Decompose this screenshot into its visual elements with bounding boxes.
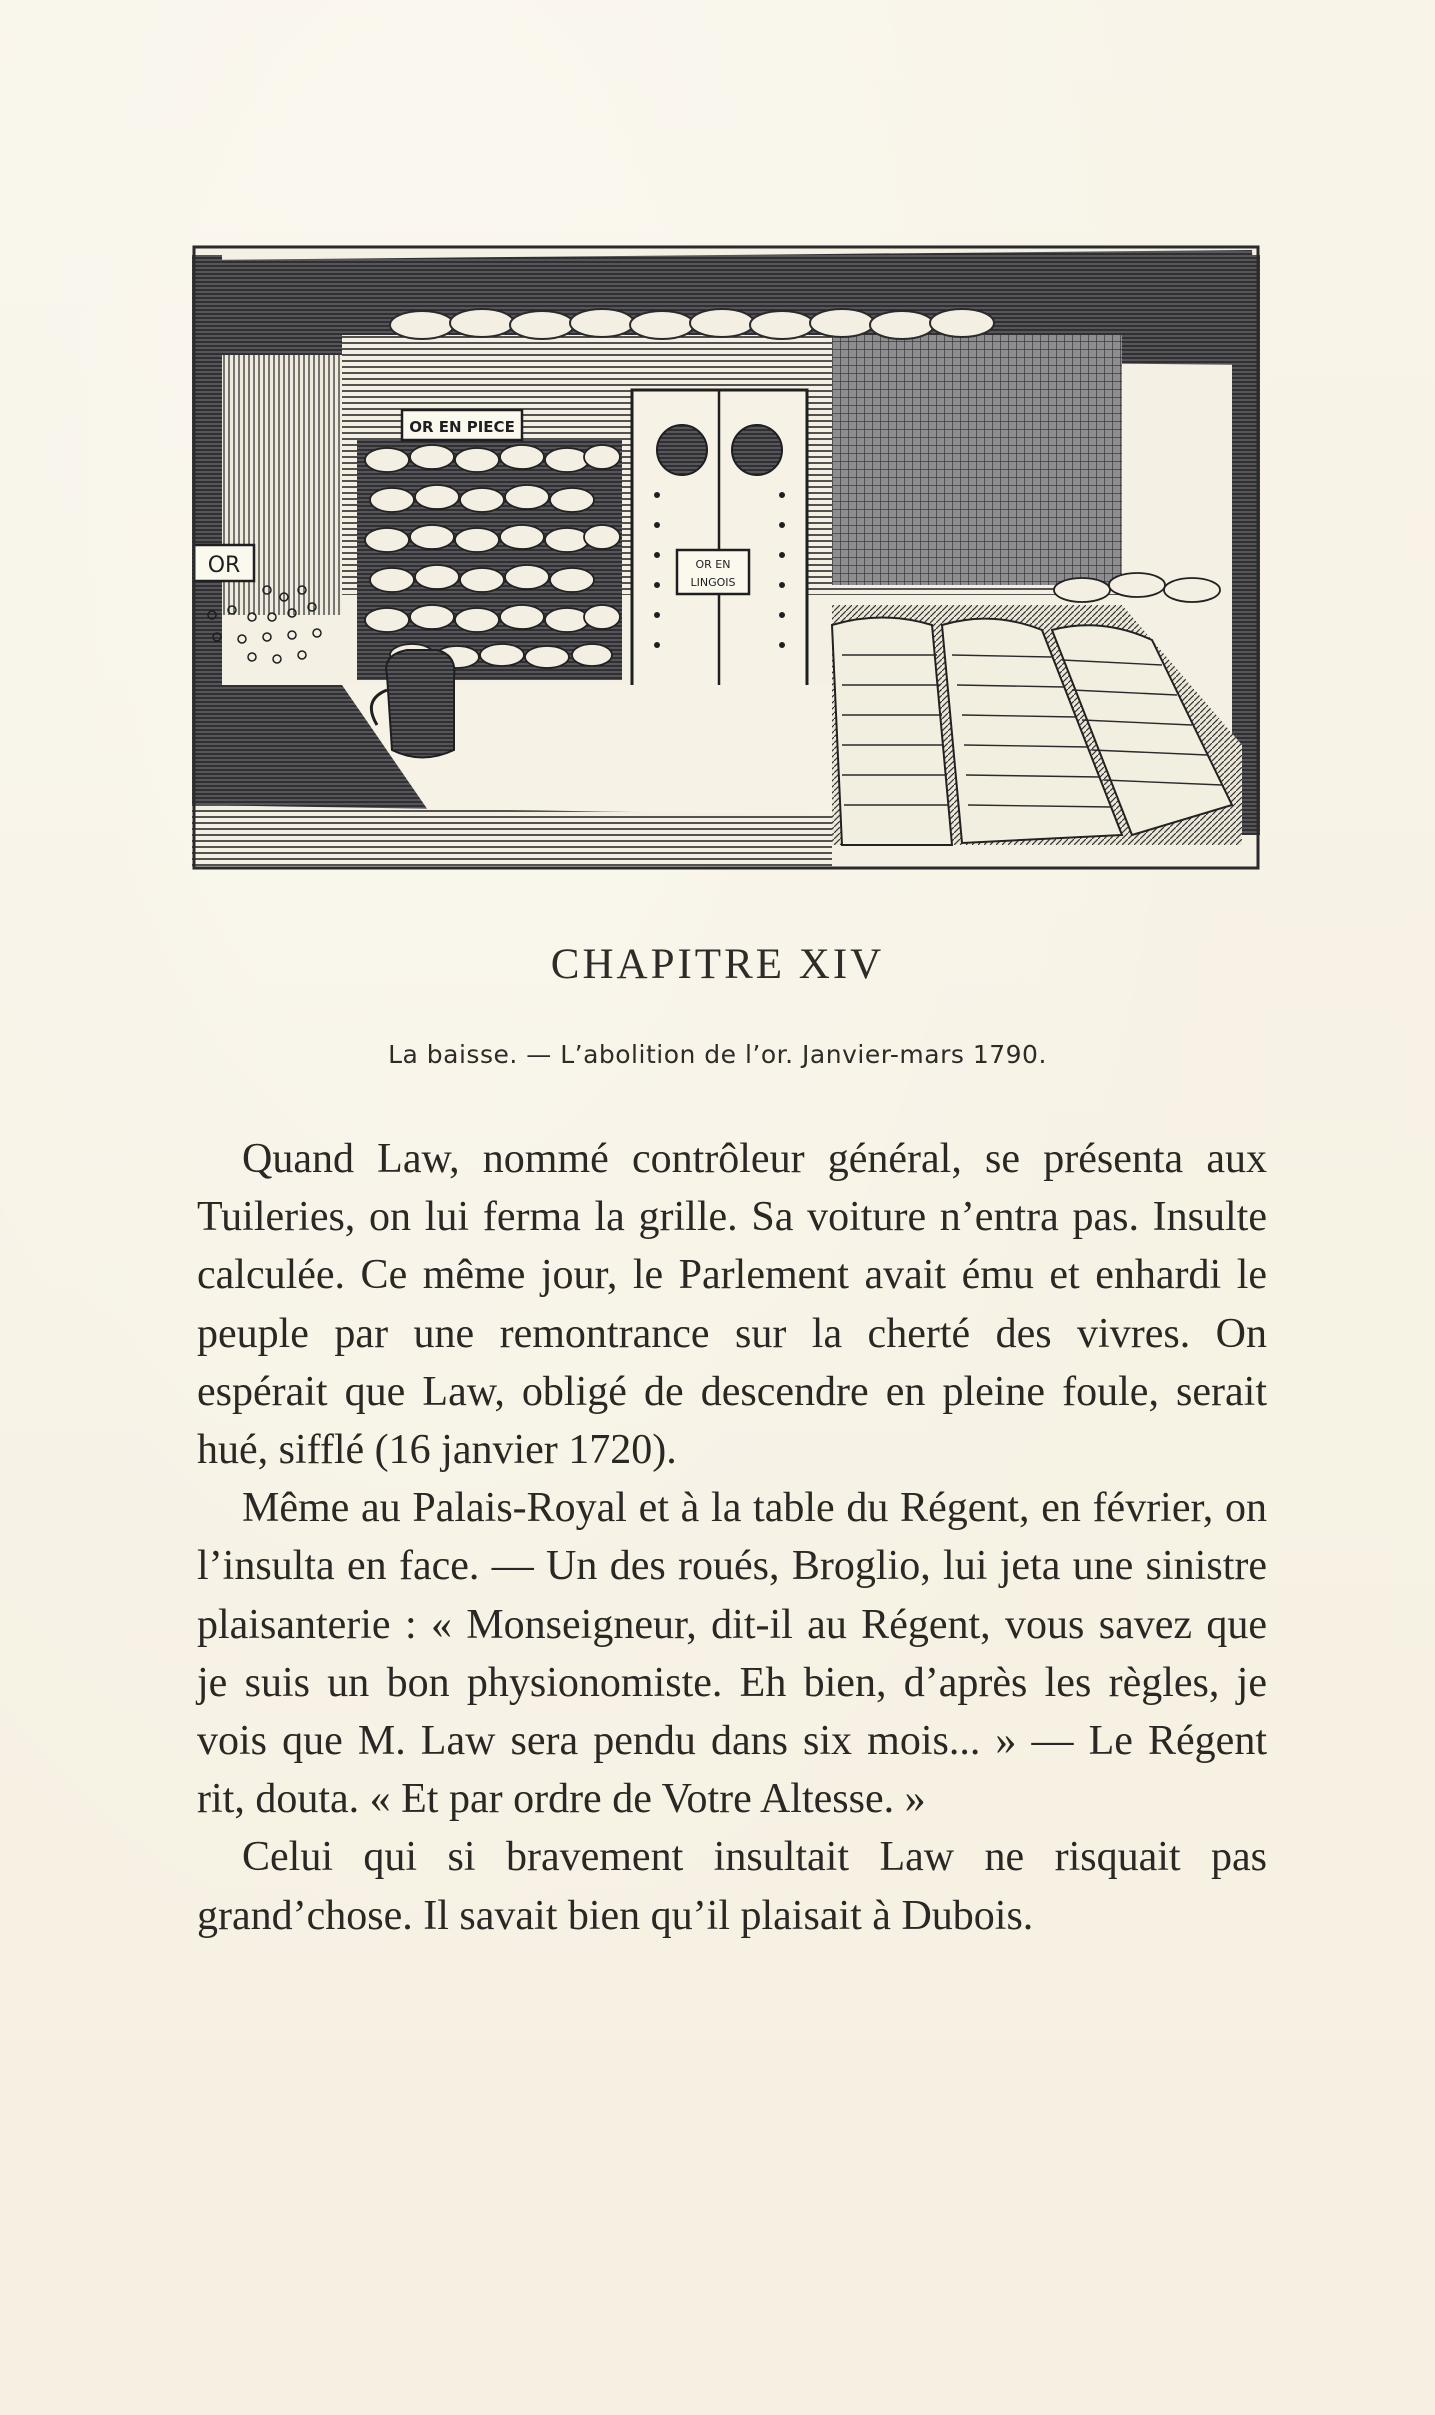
sign-or-en-piece: OR EN PIECE [409,418,515,436]
body-text [197,1130,1267,1945]
sign-or: OR [207,553,241,578]
paragraph-1: Quand Law, nommé contrôleur général, se présenta aux Tuileries, on lui ferma la grille. Sa voiture n’entra pas. Insulte calculée. Ce même jour, le Parlement avait ému et enhardi le peuple par une remontrance sur la cherté des vivres. On espérait que Law, obligé de descendre en pleine foule, serait hué, sifflé (16 janvier 1720). [197,1136,1267,1474]
chapter-title: CHAPITRE XIV [550,941,885,988]
sign-lingois: LINGOIS [690,576,736,589]
sign-or-en-line1: OR EN [695,558,731,571]
paragraph-2: Même au Palais-Royal et à la table du Régent, en février, on l’insulta en face. — Un des roués, Broglio, lui jeta une sinistre plaisanterie : « Monseigneur, dit-il au Régent, vous savez que je suis un bon physionomiste. Eh bien, d’après les règles, je vois que M. Law sera pendu dans six mois... » — Le Régent rit, douta. « Et par ordre de Votre Altesse. » [197,1485,1267,1823]
paragraph-3: Celui qui si bravement insultait Law ne risquait pas grand’chose. Il savait bien qu’il plaisait à Dubois. [197,1834,1267,1939]
chapter-subtitle: La baisse. — L’abolition de l’or. Janvier-mars 1790. [388,1040,1047,1069]
engraving-gold-vault [192,245,1260,870]
